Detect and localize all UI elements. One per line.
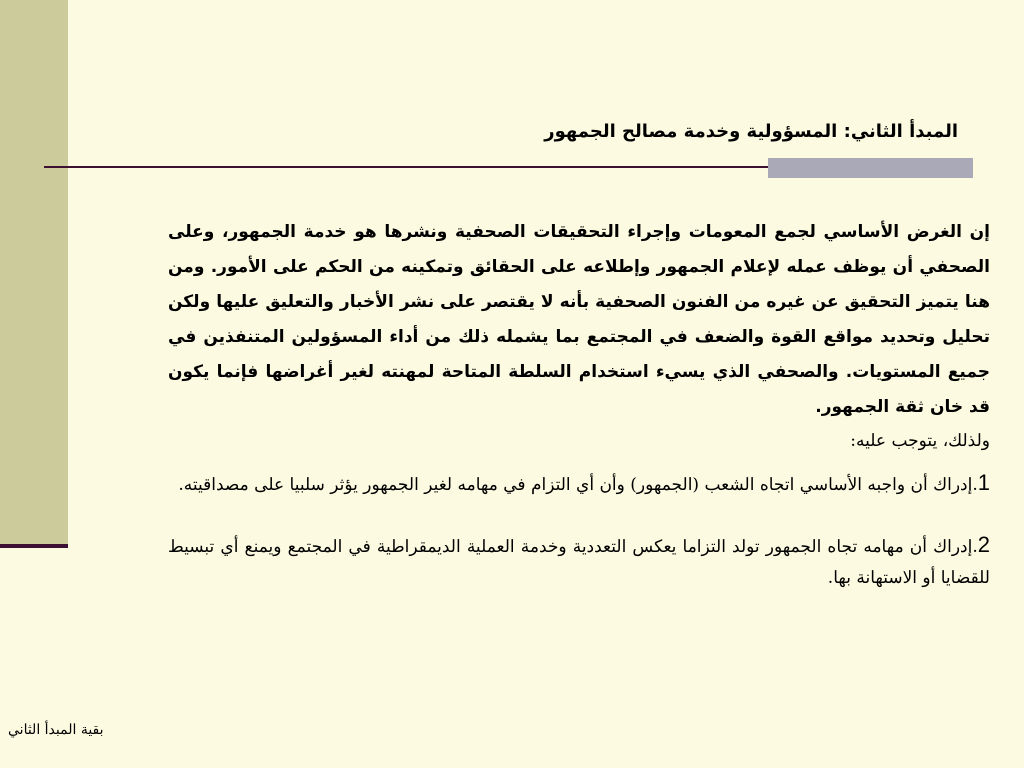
point-number: 2 — [977, 532, 990, 557]
title-accent-bar — [768, 158, 973, 178]
lead-paragraph: إن الغرض الأساسي لجمع المعومات وإجراء التحقيقات الصحفية ونشرها هو خدمة الجمهور، وعلى الصحفي أن يوظف عمله لإعلام الجمهور وإطلاعه على الحقائق وتمكينه من الحكم على الأمور. ومن هنا يتميز التحقيق عن غيره من الفنون الصحفية بأنه لا يقتصر على نشر الأخبار والتعليق عليها ولكن تحليل وتحديد مواقع القوة والضعف في المجتمع بما يشمله ذلك من أداء المسؤولين المتنفذين في جميع المستويات. والصحفي الذي يسيء استخدام السلطة المتاحة لمهنته لغير أغراضها فإنما يكون قد خان ثقة الجمهور. — [168, 222, 990, 417]
point-text: .إدراك أن مهامه تجاه الجمهور تولد التزاما يعكس التعددية وخدمة العملية الديمقراطية في المجتمع ويمنع أي تبسيط للقضايا أو الاستهانة بها. — [168, 537, 990, 588]
point-item-2 — [168, 529, 990, 594]
point-item-1 — [168, 467, 990, 501]
intro-line: ولذلك، يتوجب عليه: — [850, 431, 990, 451]
slide-title: المبدأ الثاني: المسؤولية وخدمة مصالح الجمهور — [544, 121, 958, 142]
slide-footer: بقية المبدأ الثاني — [8, 722, 104, 738]
point-number: 1 — [977, 470, 990, 495]
point-text: .إدراك أن واجبه الأساسي اتجاه الشعب (الجمهور) وأن أي التزام في مهامه لغير الجمهور يؤثر سلبيا على مصداقيته. — [178, 475, 978, 495]
decorative-sidebar — [0, 0, 68, 548]
slide-body — [168, 215, 990, 622]
sidebar-accent-line — [0, 544, 68, 548]
